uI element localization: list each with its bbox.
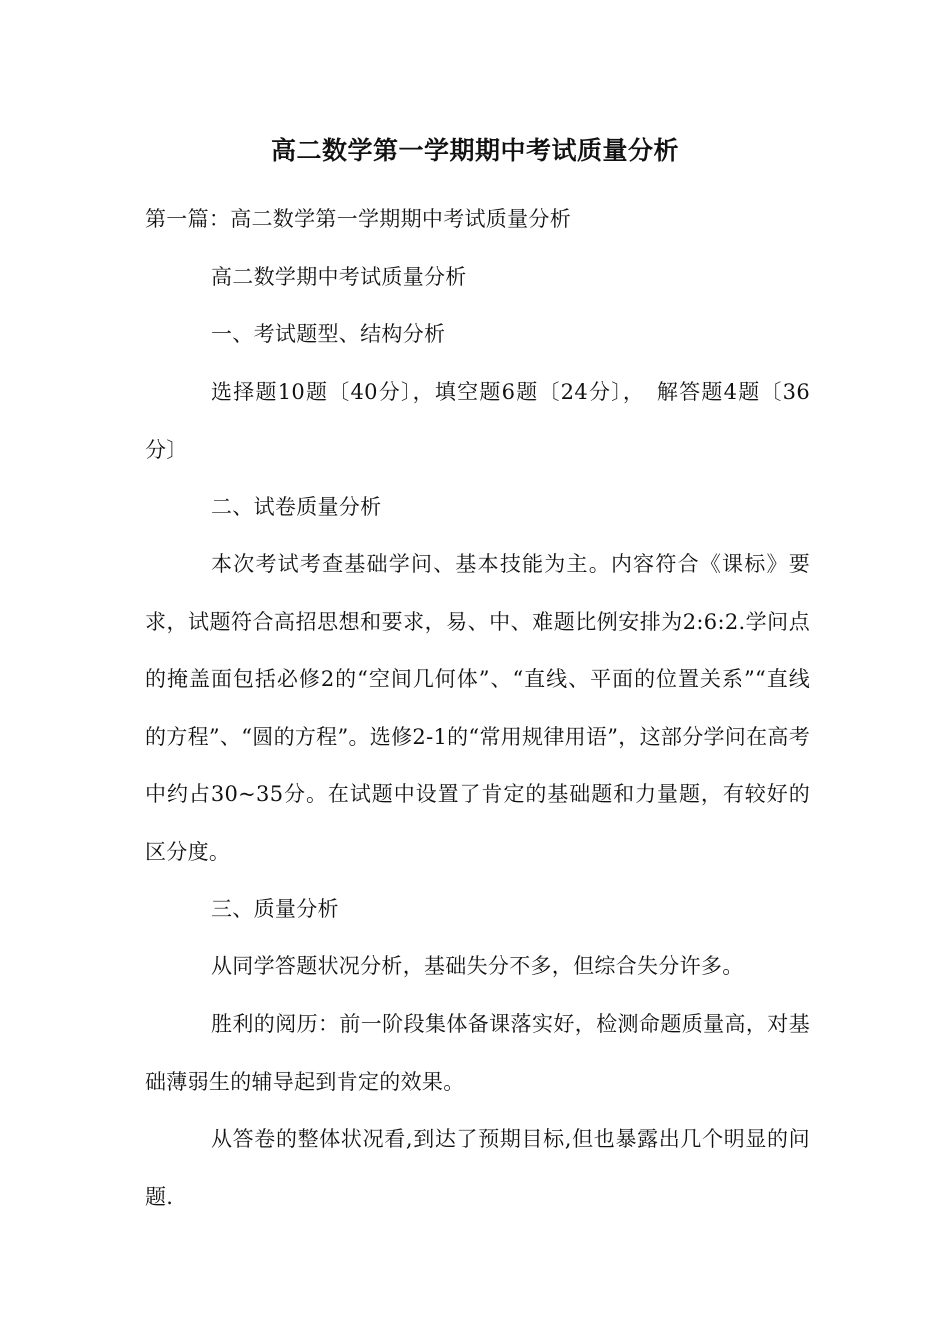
paragraph-paper-analysis: 本次考试考查基础学问、基本技能为主。内容符合《课标》要求，试题符合高招思想和要求，易、中、难题比例安排为2:6:2.学问点的掩盖面包括必修2的“空间几何体”、“直线、平面的位置关系”“直线的方程”、“圆的方程”。选修2-1的“常用规律用语”，这部分学问在高考中约占30~35分。在试题中设置了肯定的基础题和力量题，有较好的区分度。 <box>145 552 810 864</box>
paragraph-question-types: 选择题10题〔40分〕，填空题6题〔24分〕， 解答题4题〔36分〕 <box>145 380 810 462</box>
section-heading-quality: 三、质量分析 <box>211 897 339 921</box>
paragraph-overall: 从答卷的整体状况看,到达了预期目标,但也暴露出几个明显的问题. <box>145 1127 810 1209</box>
section-heading-structure: 一、考试题型、结构分析 <box>211 322 446 346</box>
subtitle: 高二数学期中考试质量分析 <box>211 265 467 289</box>
section-heading-part-one: 第一篇：高二数学第一学期期中考试质量分析 <box>145 207 571 231</box>
section-heading-paper-quality: 二、试卷质量分析 <box>211 495 382 519</box>
paragraph-answer-status: 从同学答题状况分析，基础失分不多，但综合失分许多。 <box>211 954 744 978</box>
document-title: 高二数学第一学期期中考试质量分析 <box>270 136 679 165</box>
paragraph-experience: 胜利的阅历：前一阶段集体备课落实好，检测命题质量高，对基础薄弱生的辅导起到肯定的效果。 <box>145 1012 810 1094</box>
